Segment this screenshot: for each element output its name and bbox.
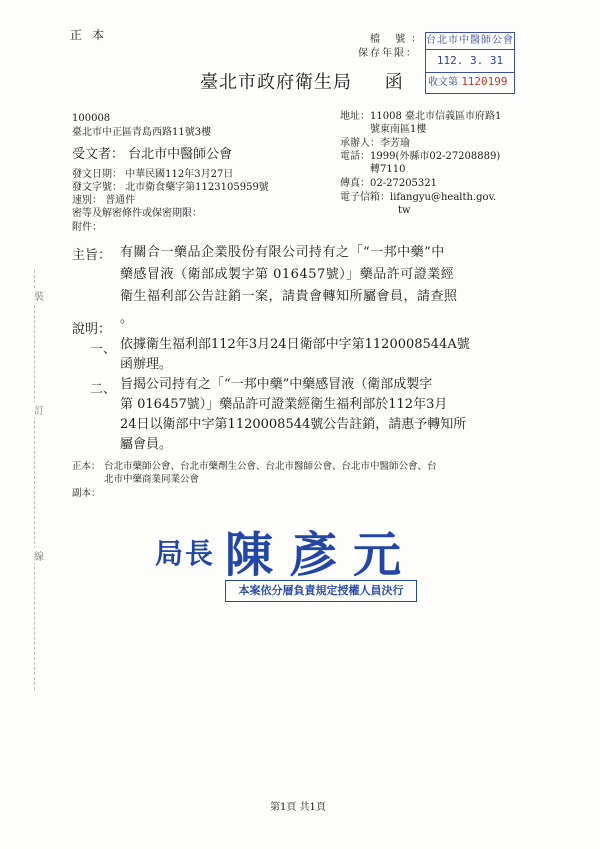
- cc-line: 北市中藥商業同業公會: [104, 474, 200, 485]
- contact-address: [340, 110, 540, 123]
- binding-mark: 線: [34, 548, 44, 563]
- stamp-org: 台北市中醫師公會: [426, 33, 514, 50]
- explanation-item: [120, 375, 500, 455]
- contact-handler-name: 李芳瑜: [380, 138, 410, 149]
- issue-date-label: 發文日期：: [72, 169, 122, 180]
- contact-phone-label: 電話：: [340, 151, 370, 162]
- subject-line: 。: [120, 311, 134, 326]
- stamp-received-number: 1120199: [461, 75, 508, 88]
- subject-label: 主旨：: [72, 248, 112, 263]
- issue-date-value: 中華民國112年3月27日: [125, 169, 234, 180]
- document-number-label: 發文字號：: [72, 182, 122, 193]
- contact-address-line2: 號東南區1樓: [370, 124, 427, 135]
- contact-address-label: 地址：: [340, 111, 370, 122]
- explanation-line: 依據衛生福利部112年3月24日衛部中字第1120008544A號: [120, 337, 470, 352]
- copies-label: 副本：: [72, 488, 101, 499]
- explanation-item-number: 二、: [90, 382, 117, 397]
- received-stamp: [425, 32, 515, 94]
- contact-address-line1: 11008 臺北市信義區市府路1: [370, 111, 502, 122]
- secrecy-label: 密等及解密條件或保密期限：: [72, 208, 202, 219]
- document-number: [72, 181, 352, 194]
- recipient-name: 台北市中醫師公會: [128, 147, 233, 162]
- contact-email-line1: lifangyu@health.gov.: [390, 192, 497, 203]
- contact-fax: [340, 177, 540, 190]
- secrecy: [72, 207, 352, 220]
- stamp-received-label: 收文第: [428, 77, 458, 88]
- sender-zip: 100008: [72, 113, 111, 124]
- contact-phone-line2: 轉7110: [370, 164, 406, 175]
- attachment-label: 附件：: [72, 222, 102, 233]
- contact-handler-label: 承辦人：: [340, 138, 380, 149]
- contact-handler: [340, 137, 540, 150]
- explanation-line: 24日以衛部中字第1120008544號公告註銷，請惠予轉知所: [120, 417, 467, 432]
- explanation-line: 函辦理。: [120, 357, 173, 372]
- signature-title: 局長: [155, 537, 216, 570]
- contact-fax-label: 傳真：: [340, 178, 370, 189]
- subject-line: 有關合一藥品企業股份有限公司持有之「“一邦中藥”中: [120, 245, 445, 260]
- subject-line: 衛生福利部公告註銷一案，請貴會轉知所屬會員，請查照: [120, 289, 458, 304]
- contact-email-label: 電子信箱：: [340, 192, 390, 203]
- contact-phone: [340, 150, 540, 163]
- recipient: [72, 143, 232, 162]
- cc-label: 正本：: [72, 461, 101, 472]
- subject-text: [120, 242, 540, 330]
- stamp-date: 112. 3. 31: [436, 54, 504, 67]
- explanation-line: 第 016457號）」藥品許可證業經衛生福利部於112年3月: [120, 397, 448, 412]
- stamp-received: [426, 72, 514, 92]
- file-number-label: 檔 號：: [370, 34, 428, 45]
- explanation-line: 旨揭公司持有之「“一邦中藥”中藥感冒液（衛部成製字: [120, 377, 433, 392]
- contact-email: [340, 191, 540, 204]
- signature-authorization-note: 本案依分層負責規定授權人員決行: [225, 580, 417, 602]
- binding-line: [34, 270, 36, 690]
- retention-label: 保存年限：: [358, 48, 418, 59]
- document-title: [200, 68, 404, 94]
- issuing-org: 臺北市政府衛生局: [200, 72, 352, 93]
- document-number-value: 北市衛食藥字第1123105959號: [125, 182, 269, 193]
- cc-recipients: [104, 460, 544, 486]
- sender-address: 臺北市中正區青島西路11號3樓: [72, 127, 212, 138]
- explanation-item-number: 一、: [90, 342, 117, 357]
- document-kind: 函: [384, 72, 404, 93]
- binding-mark: 訂: [34, 402, 44, 417]
- delivery-speed: [72, 194, 352, 207]
- recipient-label: 受文者：: [72, 147, 125, 162]
- contact-fax-number: 02-27205321: [370, 178, 438, 189]
- attachment: [72, 221, 352, 234]
- subject-line: 藥感冒液（衛部成製字第 016457號）」藥品許可證業經: [120, 267, 455, 282]
- delivery-speed-label: 速別：: [72, 195, 102, 206]
- delivery-speed-value: 普通件: [105, 195, 136, 206]
- issue-date: [72, 168, 352, 181]
- signature-name: 陳彥元: [225, 527, 418, 583]
- page-number: 第1頁 共1頁: [270, 802, 326, 813]
- copy-type: 正本: [70, 28, 115, 42]
- contact-email-line2: tw: [398, 205, 411, 216]
- explanation-item: [120, 335, 500, 375]
- cc-line: 台北市藥師公會、台北市藥劑生公會、台北市醫師公會、台北市中醫師公會、台: [104, 461, 437, 472]
- binding-mark: 裝: [34, 288, 44, 303]
- explanation-label: 說明：: [72, 322, 112, 337]
- contact-phone-line1: 1999(外縣市02-27208889): [370, 151, 501, 162]
- explanation-line: 屬會員。: [120, 437, 173, 452]
